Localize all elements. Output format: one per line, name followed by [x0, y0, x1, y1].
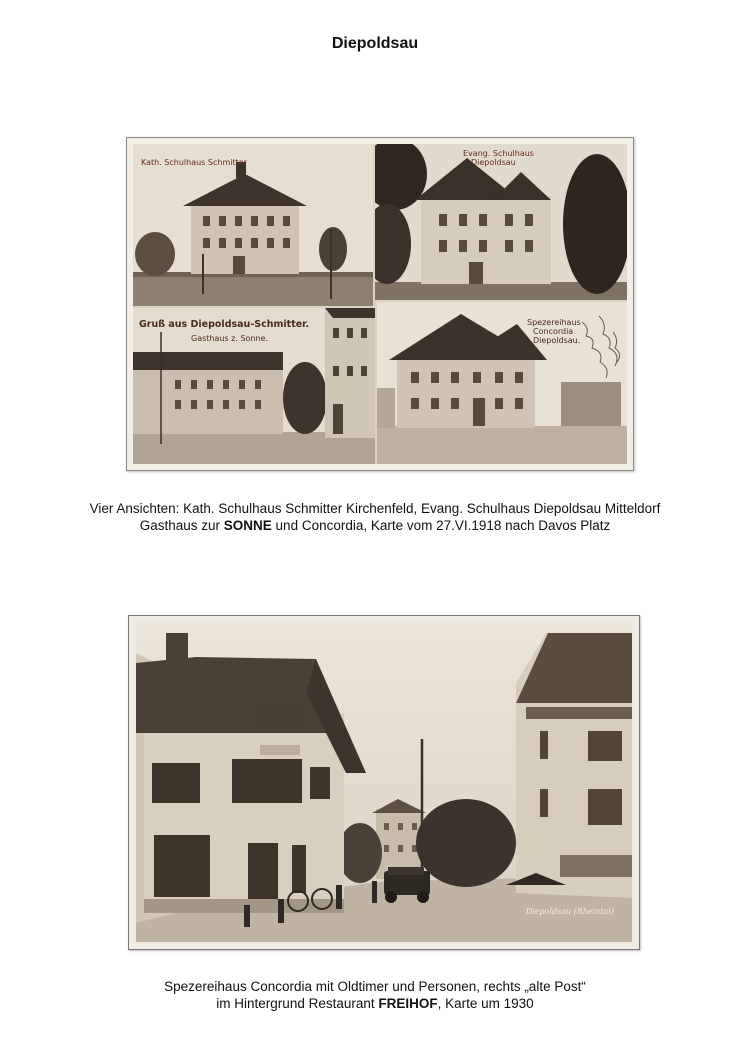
label-evang-schulhaus-1: Evang. Schulhaus: [463, 149, 534, 158]
caption-freihof-bold: FREIHOF: [378, 996, 438, 1011]
caption-sonne-bold: SONNE: [223, 518, 272, 533]
caption-line-2-rest: und Concordia, Karte vom 27.VI.1918 nach Davos Platz: [271, 518, 611, 533]
postcard-concordia-street: [128, 615, 640, 950]
caption2-line-2-rest: , Karte um 1930: [437, 996, 534, 1011]
label-spezereihaus-2: Concordia: [533, 327, 574, 336]
caption-line-1: Vier Ansichten: Kath. Schulhaus Schmitter Kirchenfeld, Evang. Schulhaus Diepoldsau Mitteldorf: [89, 501, 661, 516]
photo-gasthaus-sonne: [133, 308, 375, 464]
caption-postcard-four-views: [0, 500, 750, 534]
label-diepoldsau-rheintal: Diepoldsau (Rheintal): [525, 907, 614, 916]
label-gasthaus-sonne: Gasthaus z. Sonne.: [191, 334, 269, 343]
postcard-four-views-photo: [133, 144, 627, 464]
postcard-four-views: [126, 137, 634, 471]
label-kath-schulhaus: Kath. Schulhaus Schmitter: [141, 158, 247, 167]
caption-line-2-text: Gasthaus zur: [139, 518, 224, 533]
photo-spezereihaus-concordia: [377, 302, 627, 464]
caption2-line-2: [0, 995, 750, 1012]
label-spezereihaus-1: Spezereihaus: [527, 318, 581, 327]
caption-postcard-concordia: [0, 978, 750, 1012]
postcard-concordia-photo: [136, 623, 632, 942]
caption-line-2: [0, 517, 750, 534]
caption2-line-1: Spezereihaus Concordia mit Oldtimer und Personen, rechts „alte Post“: [164, 979, 586, 994]
page-title: Diepoldsau: [331, 35, 419, 52]
photo-evang-schulhaus: [375, 144, 627, 300]
label-evang-schulhaus-2: Diepoldsau: [471, 158, 516, 167]
label-gruss-aus: Gruß aus Diepoldsau-Schmitter.: [139, 319, 310, 330]
caption2-line-2-text: im Hintergrund Restaurant: [216, 996, 379, 1011]
label-spezereihaus-3: Diepoldsau.: [533, 336, 581, 345]
photo-kath-schulhaus: [133, 144, 373, 306]
